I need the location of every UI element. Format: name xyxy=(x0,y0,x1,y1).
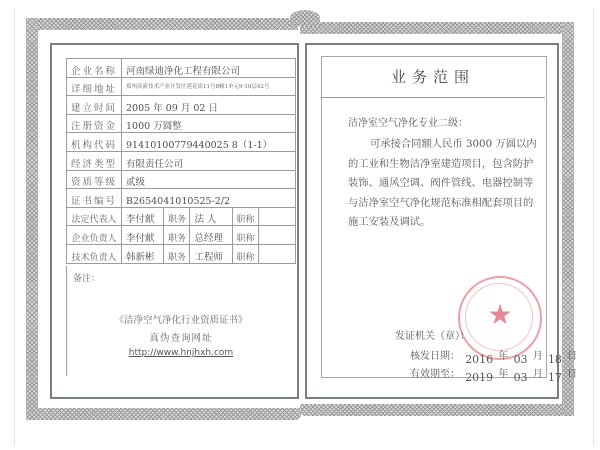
company-info-table xyxy=(66,58,296,264)
expiry-month: 03 xyxy=(513,371,528,384)
guilloche-border-bottom-left xyxy=(26,408,301,420)
manager-title xyxy=(259,226,296,245)
duty-label: 职务 xyxy=(164,244,190,263)
issue-date-label: 核发日期： xyxy=(410,351,460,362)
table-row xyxy=(67,189,296,208)
company-name-value: 河南绿迪净化工程有限公司 xyxy=(122,59,296,78)
guilloche-spine-ornament xyxy=(290,10,320,26)
expiry-date-label: 有效期至： xyxy=(410,369,460,380)
year-unit: 年 xyxy=(498,369,509,380)
table-row xyxy=(67,170,296,189)
certificate-name: 《洁净空气净化行业资质证书》 xyxy=(114,315,248,326)
issue-day: 18 xyxy=(547,353,562,366)
verify-label: 真伪查询网址 xyxy=(149,333,213,344)
manager-label: 企业负责人 xyxy=(67,226,122,245)
legal-rep-label: 法定代表人 xyxy=(67,207,122,226)
manager-duty: 总经理 xyxy=(190,226,232,245)
tech-lead-label: 技术负责人 xyxy=(67,244,122,263)
guilloche-border-top-left xyxy=(26,18,298,30)
table-row xyxy=(67,226,296,245)
guilloche-border-top-right xyxy=(300,22,572,34)
duty-label: 职务 xyxy=(164,207,190,226)
manager-name: 李付献 xyxy=(122,226,164,245)
legal-rep-duty: 法 人 xyxy=(190,207,232,226)
verify-url-link[interactable]: http://www.hnjhxh.com xyxy=(128,348,234,358)
day-unit: 日 xyxy=(567,369,578,380)
founded-value: 2005 年 09 月 02 日 xyxy=(122,96,296,115)
legal-rep-name: 李付献 xyxy=(122,207,164,226)
company-name-label: 企业名称 xyxy=(67,59,122,78)
table-row xyxy=(67,114,296,133)
org-code-label: 机构代码 xyxy=(67,133,122,152)
founded-label: 建立时间 xyxy=(67,96,122,115)
qualification-grade-value: 贰级 xyxy=(122,170,296,189)
issuer-label: 发证机关（章）： xyxy=(395,331,470,342)
qualification-grade-label: 资质等级 xyxy=(67,170,122,189)
expiry-date xyxy=(410,365,578,384)
legal-rep-title xyxy=(259,207,296,226)
certificate-number-value: B2654041010525-2/2 xyxy=(122,189,296,208)
address-label: 详细地址 xyxy=(67,77,122,96)
month-unit: 月 xyxy=(532,369,543,380)
title-label: 职称 xyxy=(232,207,258,226)
year-unit: 年 xyxy=(498,351,509,362)
capital-label: 注册资金 xyxy=(67,114,122,133)
title-label: 职称 xyxy=(232,244,258,263)
economic-type-label: 经济类型 xyxy=(67,151,122,170)
expiry-year: 2019 xyxy=(465,371,494,384)
table-row xyxy=(67,133,296,152)
title-label: 职称 xyxy=(232,226,258,245)
remarks-label: 备注： xyxy=(73,274,101,284)
expiry-day: 17 xyxy=(547,371,562,384)
tech-lead-duty: 工程师 xyxy=(190,244,232,263)
certificate-number-label: 证书编号 xyxy=(67,189,122,208)
address-value: 郑州高新技术产业开发区莲花街11号8幢1单元9-10层42号 xyxy=(122,77,296,96)
issue-date xyxy=(410,347,578,366)
issue-month: 03 xyxy=(513,353,528,366)
business-scope-body: 可承接合同额人民币 3000 万圆以内的工业和生物洁净室建造项目，包含防护装饰、通风空调、阀件管线、电器控制等与洁净室空气净化规范标准相配套项目的施工安装及调试。 xyxy=(348,138,537,228)
duty-label: 职务 xyxy=(164,226,190,245)
table-row xyxy=(67,96,296,115)
economic-type-value: 有限责任公司 xyxy=(122,151,296,170)
capital-value: 1000 万圆整 xyxy=(122,114,296,133)
table-row xyxy=(67,244,296,263)
day-unit: 日 xyxy=(567,351,578,362)
tech-lead-name: 韩新彬 xyxy=(122,244,164,263)
guilloche-border-bottom-right xyxy=(300,404,572,416)
month-unit: 月 xyxy=(532,351,543,362)
table-row xyxy=(67,59,296,78)
guilloche-border-left xyxy=(26,18,38,420)
issue-year: 2016 xyxy=(465,353,494,366)
seal-star-icon: ★ xyxy=(487,298,513,331)
table-row xyxy=(67,151,296,170)
org-code-value: 91410100779440025 8（1-1） xyxy=(122,133,296,152)
tech-lead-title xyxy=(259,244,296,263)
table-row xyxy=(67,77,296,96)
business-scope-title: 业务范围 xyxy=(321,57,545,98)
table-row xyxy=(67,207,296,226)
business-scope-subtitle: 洁净室空气净化专业二级： xyxy=(348,118,468,129)
